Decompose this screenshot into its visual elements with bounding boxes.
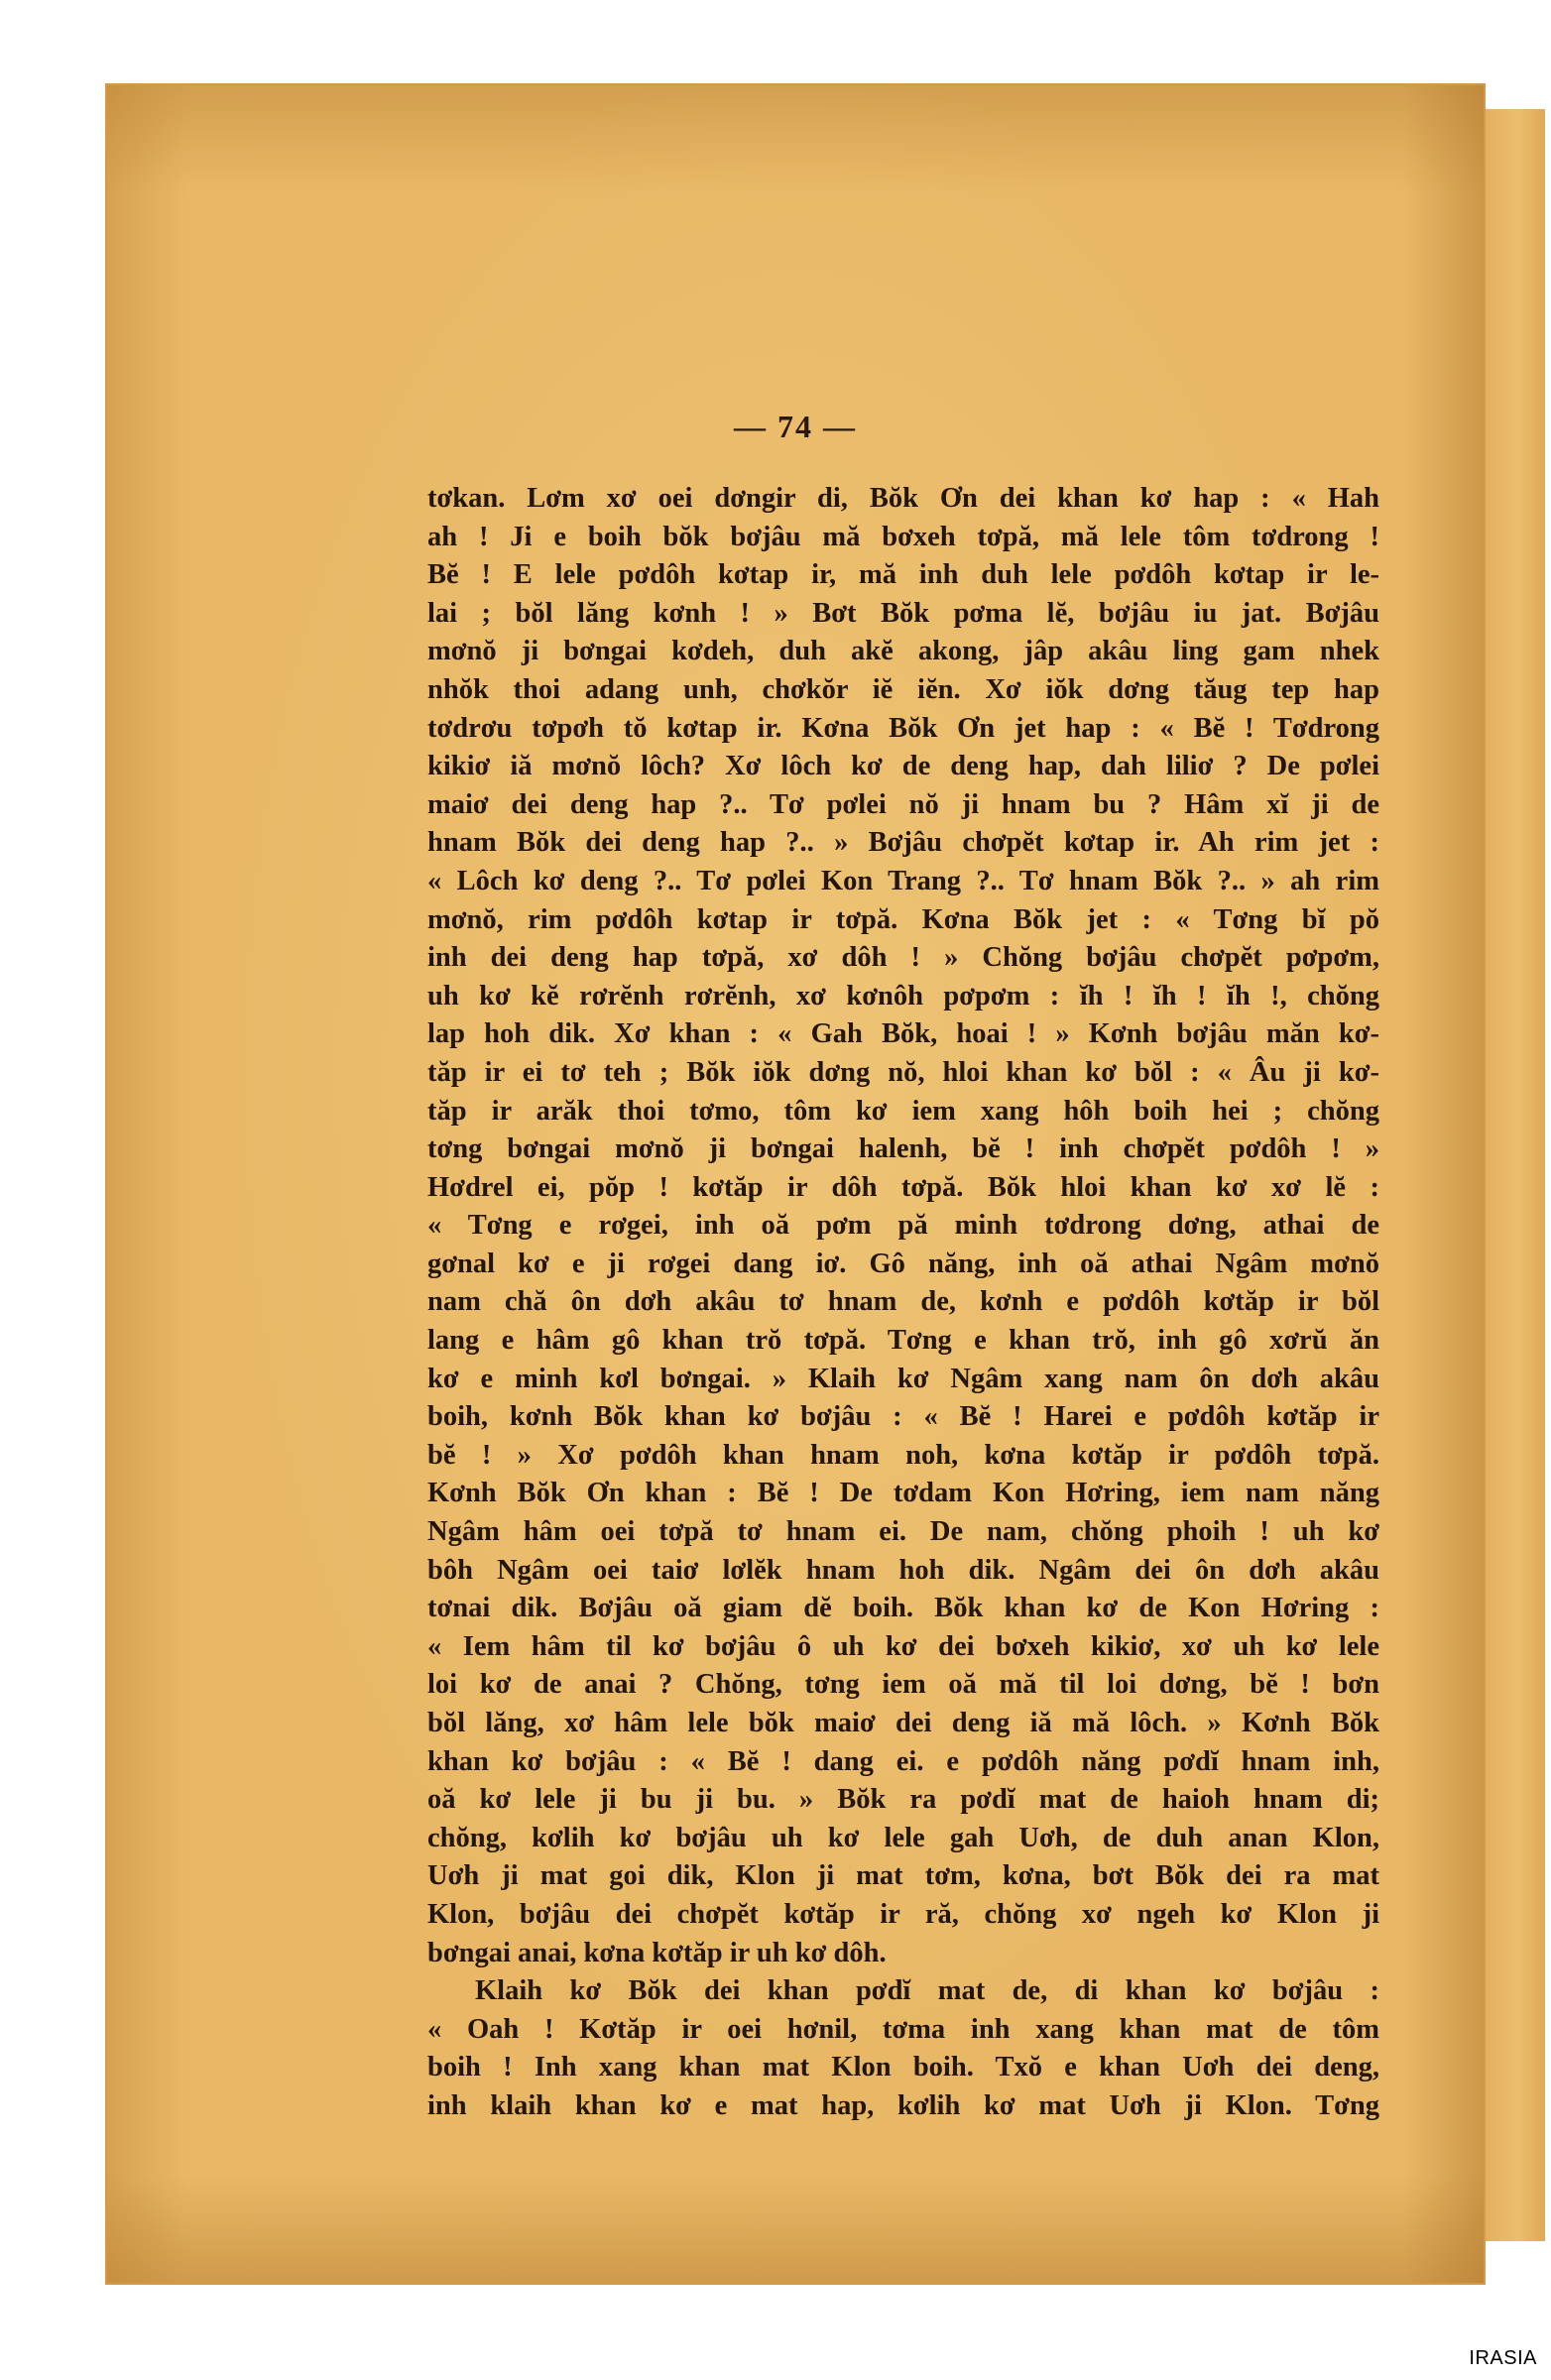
text-line: kơ e minh kơl bơngai. » Klaih kơ Ngâm xang nam ôn dơh akâu bbox=[427, 1363, 1379, 1394]
text-line: nhŏk thoi adang unh, chơkŏr iĕ iĕn. Xơ iŏk dơng tăug tep hap bbox=[427, 673, 1379, 705]
text-line: Kơnh Bŏk Ơn khan : Bĕ ! De tơdam Kon Hơring, iem nam năng bbox=[427, 1478, 1379, 1509]
text-line: inh klaih khan kơ e mat hap, kơlih kơ mat Uơh ji Klon. Tơng bbox=[427, 2089, 1379, 2121]
text-line: bơngai anai, kơna kơtăp ir uh kơ dôh. bbox=[427, 1937, 887, 1968]
text-line: Hơdrel ei, pŏp ! kơtăp ir dôh tơpă. Bŏk hloi khan kơ xơ lĕ : bbox=[427, 1171, 1379, 1203]
text-line: kikiơ iă mơnŏ lôch? Xơ lôch kơ de deng hap, dah liliơ ? De pơlei bbox=[427, 751, 1379, 782]
text-line: tơng bơngai mơnŏ ji bơngai halenh, bĕ ! inh chơpĕt pơdôh ! » bbox=[427, 1133, 1379, 1165]
text-line: Klon, bơjâu dei chơpĕt kơtăp ir ră, chŏng xơ ngeh kơ Klon ji bbox=[427, 1898, 1379, 1930]
text-line: ah ! Ji e boih bŏk bơjâu mă bơxeh tơpă, mă lele tôm tơdrong ! bbox=[427, 521, 1379, 552]
text-line: tăp ir arăk thoi tơmo, tôm kơ iem xang hôh boih hei ; chŏng bbox=[427, 1095, 1379, 1127]
text-line: lang e hâm gô khan trŏ tơpă. Tơng e khan trŏ, inh gô xơrŭ ăn bbox=[427, 1325, 1379, 1357]
text-line: bĕ ! » Xơ pơdôh khan hnam noh, kơna kơtăp ir pơdôh tơpă. bbox=[427, 1439, 1379, 1471]
text-line: mơnŏ, rim pơdôh kơtap ir tơpă. Kơna Bŏk jet : « Tơng bĭ pŏ bbox=[427, 903, 1379, 935]
text-line: « Iem hâm til kơ bơjâu ô uh kơ dei bơxeh kikiơ, xơ uh kơ lele bbox=[427, 1630, 1379, 1662]
text-line: Bĕ ! E lele pơdôh kơtap ir, mă inh duh lele pơdôh kơtap ir le- bbox=[427, 559, 1379, 591]
text-line: Ngâm hâm oei tơpă tơ hnam ei. De nam, chŏng phoih ! uh kơ bbox=[427, 1516, 1379, 1548]
page-number: — 74 — bbox=[734, 409, 857, 444]
text-line: lap hoh dik. Xơ khan : « Gah Bŏk, hoai ! » Kơnh bơjâu măn kơ- bbox=[427, 1018, 1379, 1050]
text-line: tơnai dik. Bơjâu oă giam dĕ boih. Bŏk khan kơ de Kon Hơring : bbox=[427, 1593, 1379, 1624]
text-line: « Lôch kơ deng ?.. Tơ pơlei Kon Trang ?.. Tơ hnam Bŏk ?.. » ah rim bbox=[427, 865, 1379, 896]
text-line: Uơh ji mat goi dik, Klon ji mat tơm, kơna, bơt Bŏk dei ra mat bbox=[427, 1860, 1379, 1892]
text-line: loi kơ de anai ? Chŏng, tơng iem oă mă til loi dơng, bĕ ! bơn bbox=[427, 1669, 1379, 1701]
text-line: bôh Ngâm oei taiơ lơlĕk hnam hoh dik. Ngâm dei ôn dơh akâu bbox=[427, 1554, 1379, 1586]
text-line: mơnŏ ji bơngai kơdeh, duh akĕ akong, jâp akâu ling gam nhek bbox=[427, 636, 1379, 667]
text-line: maiơ dei deng hap ?.. Tơ pơlei nŏ ji hnam bu ? Hâm xĭ ji de bbox=[427, 788, 1379, 820]
text-line: khan kơ bơjâu : « Bĕ ! dang ei. e pơdôh năng pơdĭ hnam inh, bbox=[427, 1745, 1379, 1777]
text-line: gơnal kơ e ji rơgei dang iơ. Gô năng, inh oă athai Ngâm mơnŏ bbox=[427, 1248, 1379, 1279]
text-line: inh dei deng hap tơpă, xơ dôh ! » Chŏng bơjâu chơpĕt pơpơm, bbox=[427, 942, 1379, 974]
text-line: uh kơ kĕ rơrĕnh rơrĕnh, xơ kơnôh pơpơm : ĭh ! ĭh ! ĭh !, chŏng bbox=[427, 980, 1379, 1012]
text-line: chŏng, kơlih kơ bơjâu uh kơ lele gah Uơh, de duh anan Klon, bbox=[427, 1822, 1379, 1853]
document-page bbox=[105, 83, 1486, 2285]
text-line: boih ! Inh xang khan mat Klon boih. Txŏ e khan Uơh dei deng, bbox=[427, 2052, 1379, 2083]
text-line: hnam Bŏk dei deng hap ?.. » Bơjâu chơpĕt kơtap ir. Ah rim jet : bbox=[427, 827, 1379, 859]
text-line: « Oah ! Kơtăp ir oei hơnil, tơma inh xang khan mat de tôm bbox=[427, 2013, 1379, 2045]
text-line: tơkan. Lơm xơ oei dơngir di, Bŏk Ơn dei khan kơ hap : « Hah bbox=[427, 483, 1379, 514]
text-line: tăp ir ei tơ teh ; Bŏk iŏk dơng nŏ, hloi khan kơ bŏl : « Âu ji kơ- bbox=[427, 1056, 1379, 1088]
text-line: nam chă ôn dơh akâu tơ hnam de, kơnh e pơdôh kơtăp ir bŏl bbox=[427, 1286, 1379, 1318]
body-text bbox=[427, 480, 1379, 2126]
text-line: tơdrơu tơpơh tŏ kơtap ir. Kơna Bŏk Ơn jet hap : « Bĕ ! Tơdrong bbox=[427, 712, 1379, 744]
text-line: lai ; bŏl lăng kơnh ! » Bơt Bŏk pơma lĕ, bơjâu iu jat. Bơjâu bbox=[427, 597, 1379, 629]
text-line: oă kơ lele ji bu ji bu. » Bŏk ra pơdĭ mat de haioh hnam di; bbox=[427, 1784, 1379, 1816]
text-line: Klaih kơ Bŏk dei khan pơdĭ mat de, di khan kơ bơjâu : bbox=[475, 1975, 1379, 2007]
watermark: IRASIA bbox=[1469, 2347, 1537, 2369]
text-line: boih, kơnh Bŏk khan kơ bơjâu : « Bĕ ! Harei e pơdôh kơtăp ir bbox=[427, 1401, 1379, 1433]
text-line: bŏl lăng, xơ hâm lele bŏk maiơ dei deng iă mă lôch. » Kơnh Bŏk bbox=[427, 1708, 1379, 1738]
text-line: « Tơng e rơgei, inh oă pơm pă minh tơdrong dơng, athai de bbox=[427, 1210, 1379, 1242]
